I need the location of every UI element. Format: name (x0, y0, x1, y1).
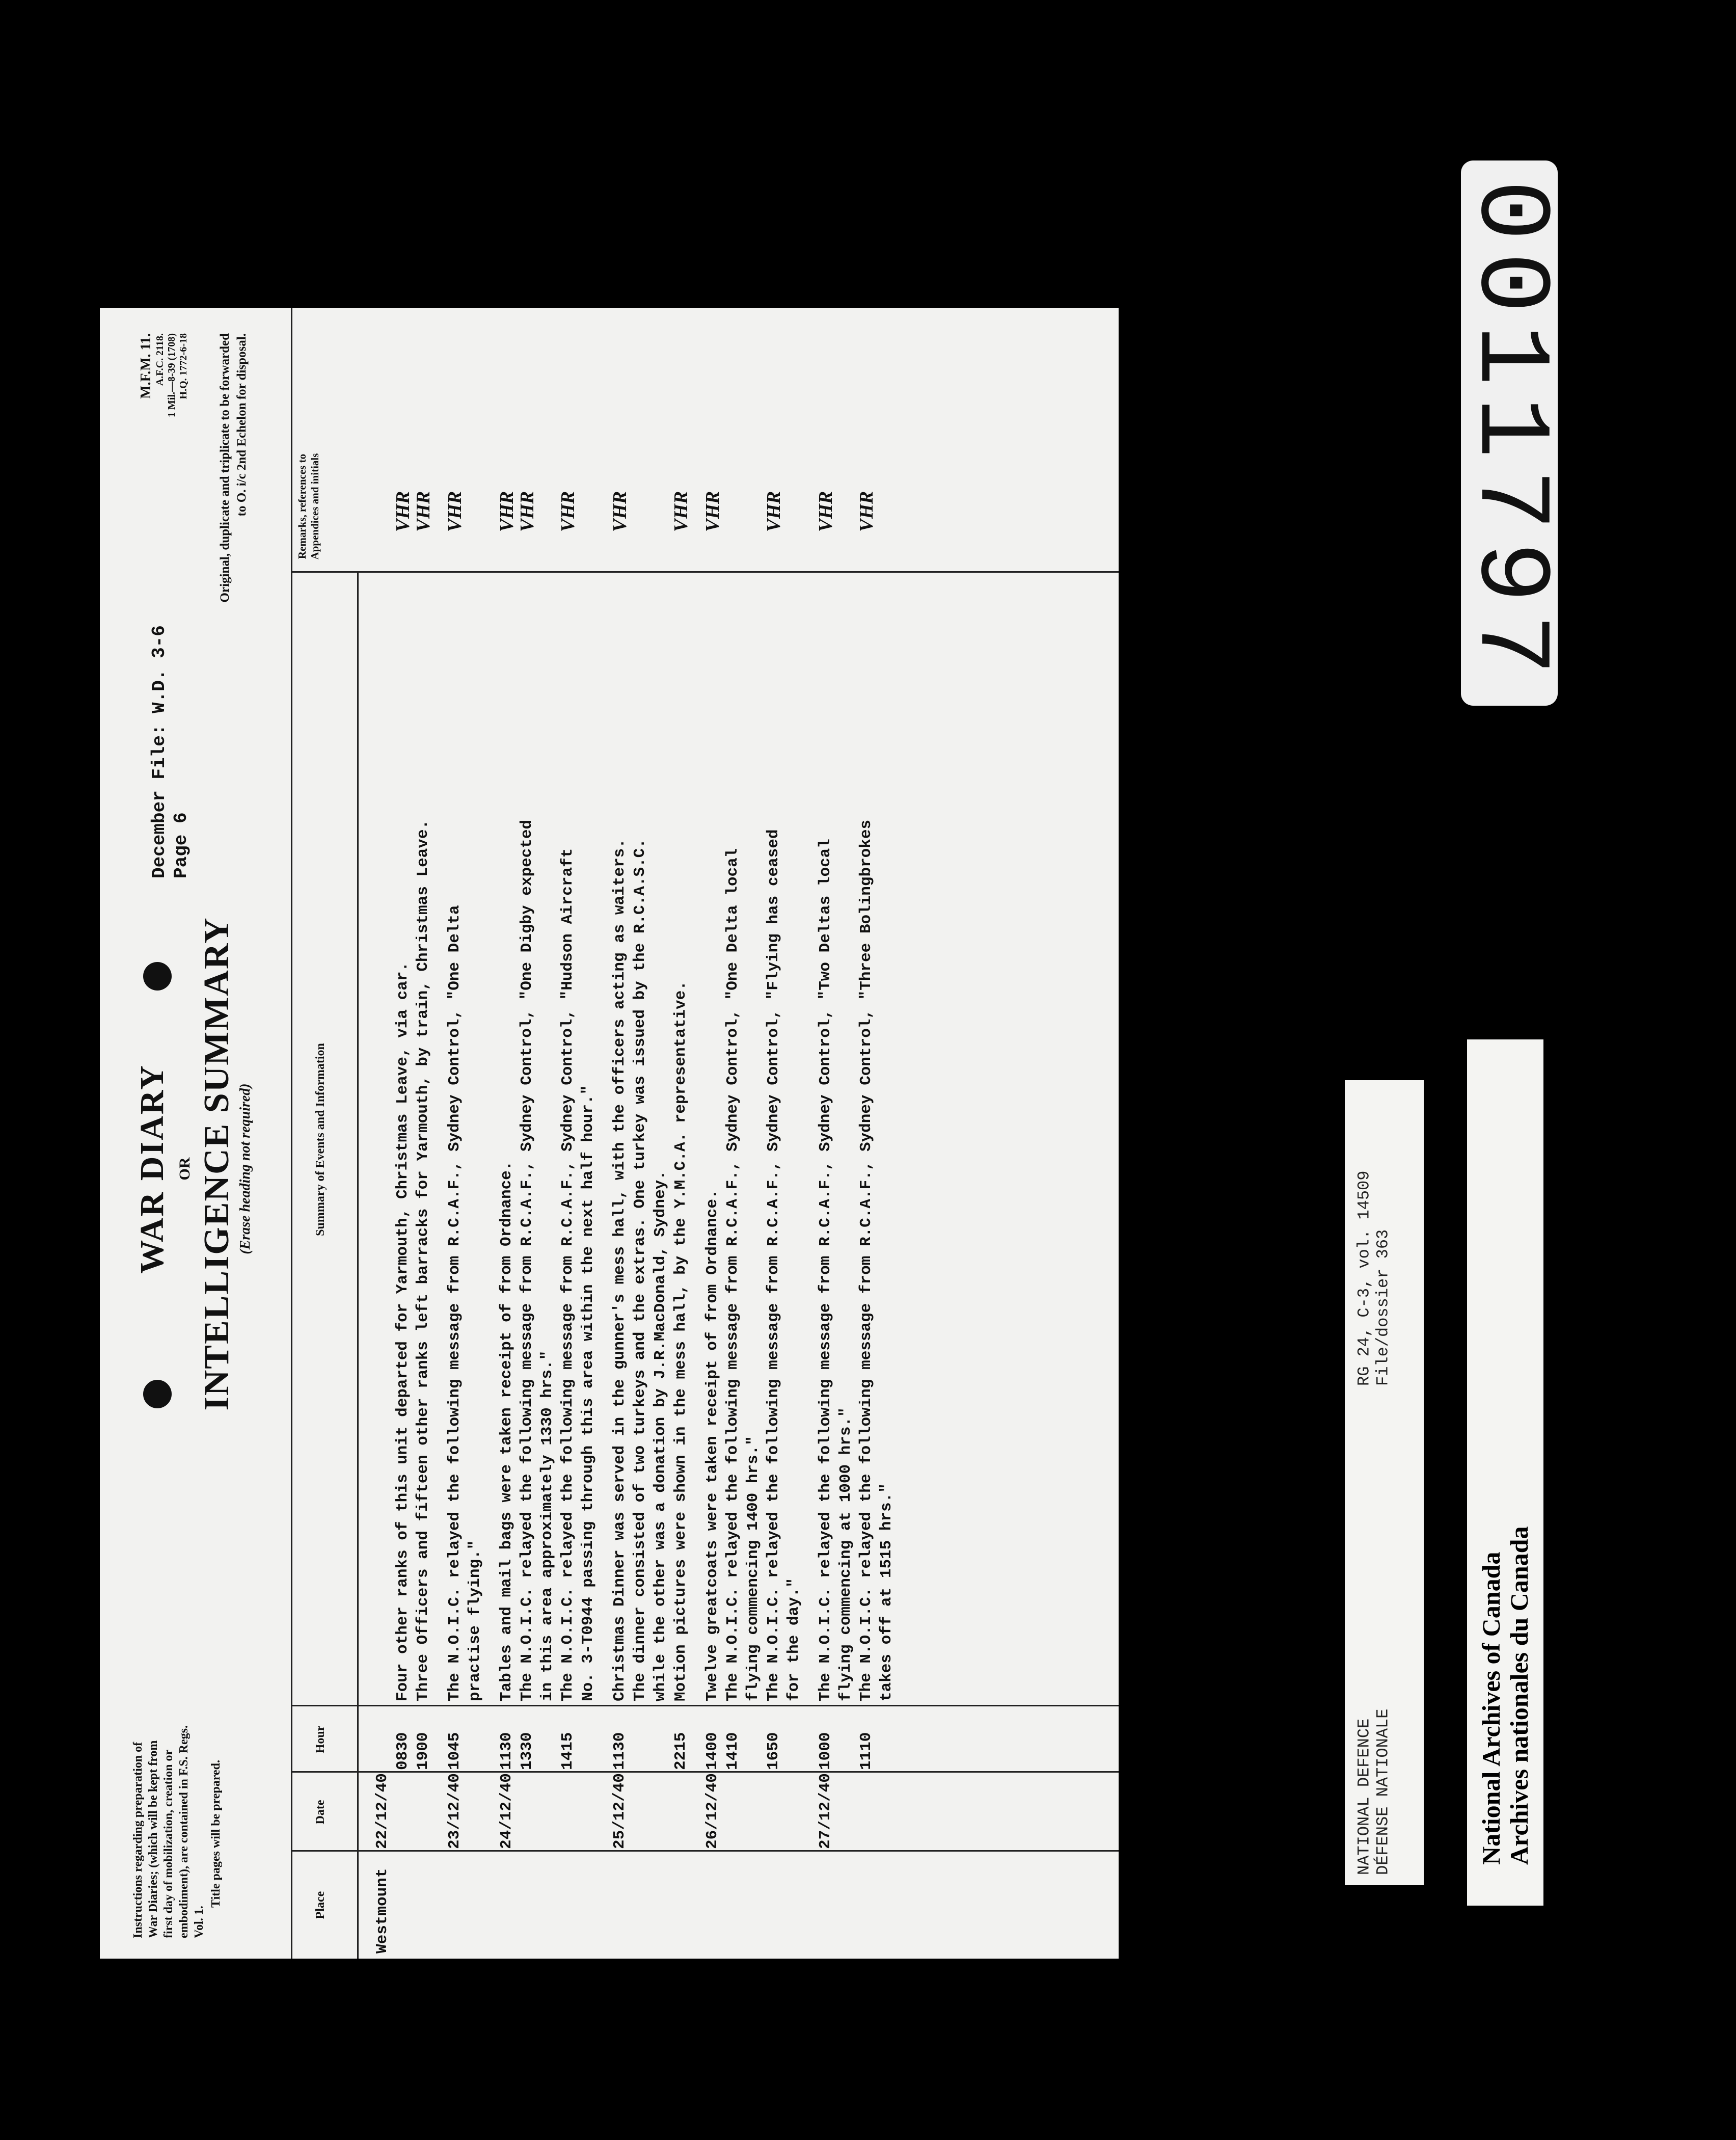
punch-hole-right (143, 962, 172, 991)
document-number: 0011797 (1451, 179, 1567, 687)
disposal-note (217, 333, 250, 751)
record-group-ref (1355, 1171, 1393, 1386)
diary-entry-row (836, 308, 856, 1959)
column-header-remarks: Remarks, references to Appendices and initials (296, 453, 321, 560)
instructions-note: Instructions regarding preparation of War Diaries; (which will be kept from first day of mobilization, creation or embodiment), are contained in F.S. Regs. Vol. 1. (131, 1725, 206, 1938)
entry-hour: 1045 (446, 1732, 464, 1770)
entry-gap (433, 308, 445, 1959)
entry-summary: No. 3-T0944 passing through this area within the next half hour." (579, 1085, 597, 1701)
entry-gap (804, 308, 816, 1959)
entry-hour: 1000 (817, 1732, 834, 1770)
entry-summary: flying commencing at 1000 hrs." (837, 1407, 855, 1701)
diary-entry-row (877, 308, 897, 1959)
entry-hour: 1110 (857, 1732, 875, 1770)
column-header-place: Place (314, 1891, 327, 1919)
entry-hour: 1400 (703, 1732, 721, 1770)
entry-place: Westmount (373, 1868, 391, 1954)
entry-initials: VHR (670, 491, 692, 532)
entry-summary: The N.O.I.C. relayed the following message from R.C.A.F., Sydney Control, "One Delta local (724, 848, 742, 1701)
entry-summary: Three Officers and fifteen other ranks left barracks for Yarmouth, by train, Christmas Leave. (414, 819, 432, 1701)
entry-summary: while the other was a donation by J.R.MacDonald, Sydney. (652, 1170, 669, 1701)
document-number-stamp (1451, 160, 1567, 706)
diary-entry-row (702, 308, 723, 1959)
diary-entries (372, 308, 897, 1959)
punch-hole-left (143, 1380, 172, 1408)
file-ref-line: December File: W.D. 3-6 (149, 625, 170, 878)
diary-entry-row (743, 308, 764, 1959)
title-pages-note: Title pages will be prepared. (209, 1759, 223, 1908)
entry-summary: The dinner consisted of two turkeys and the extras. One turkey was issued by the R.C.A.S.C. (631, 839, 649, 1701)
reference-slip (1345, 1080, 1424, 1885)
entry-summary: practise flying." (466, 1540, 484, 1701)
or-label: OR (176, 1157, 193, 1181)
entry-summary: takes off at 1515 hrs." (878, 1483, 896, 1701)
diary-entry-row (723, 308, 743, 1959)
entry-initials: VHR (557, 491, 579, 532)
entry-summary: The N.O.I.C. relayed the following message from R.C.A.F., Sydney Control, "Flying has ceased (765, 829, 782, 1701)
diary-entry-row (816, 308, 836, 1959)
diary-entry-row (764, 308, 784, 1959)
intelligence-summary-title: INTELLIGENCE SUMMARY (197, 917, 236, 1411)
diary-entry-row (650, 308, 671, 1959)
entry-initials: VHR (815, 491, 836, 532)
disposal-line: Original, duplicate and triplicate to be forwarded (218, 333, 232, 603)
war-diary-sheet-wrapper (100, 308, 1119, 1959)
archive-name-fr: Archives nationales du Canada (1505, 1526, 1533, 1865)
entry-date: 24/12/40 (498, 1773, 516, 1849)
diary-entry-row (610, 308, 630, 1959)
entry-summary: The N.O.I.C. relayed the following message from R.C.A.F., Sydney Control, "One Digby expected (518, 819, 536, 1701)
entry-initials: VHR (856, 491, 877, 532)
diary-entry-row (372, 308, 393, 1959)
entry-initials: VHR (763, 491, 784, 532)
entry-summary: Motion pictures were shown in the mess hall, by the Y.M.C.A. representative. (672, 981, 690, 1701)
entry-hour: 1330 (518, 1732, 536, 1770)
entry-initials: VHR (444, 491, 466, 532)
diary-entry-row (517, 308, 537, 1959)
disposal-line: to O. i/c 2nd Echelon for disposal. (234, 333, 249, 517)
entry-gap (691, 308, 702, 1959)
form-line: H.Q. 1772-6-18 (178, 333, 189, 399)
form-code: M.F.M. 11. (138, 333, 154, 399)
diary-entry-row (630, 308, 650, 1959)
war-diary-sheet (100, 308, 1119, 1959)
entry-initials: VHR (496, 491, 518, 532)
page-number: Page 6 (171, 812, 192, 878)
entry-hour: 0830 (394, 1732, 412, 1770)
entry-gap (485, 308, 497, 1959)
diary-entry-row (393, 308, 413, 1959)
entry-hour: 1130 (498, 1732, 516, 1770)
entry-summary: Christmas Dinner was served in the gunner's mess hall, with the officers acting as waiters. (611, 839, 629, 1701)
archive-name-en: National Archives of Canada (1477, 1552, 1505, 1865)
column-header-date: Date (314, 1800, 327, 1825)
department-name (1355, 1709, 1393, 1875)
department-en: NATIONAL DEFENCE (1354, 1718, 1374, 1875)
entry-initials: VHR (609, 491, 631, 532)
entry-summary: for the day." (785, 1578, 803, 1701)
column-header-hour: Hour (314, 1725, 327, 1754)
war-diary-title: WAR DIARY (133, 1064, 171, 1274)
file-reference (148, 625, 192, 878)
diary-entry-row (497, 308, 517, 1959)
diary-entry-row (578, 308, 599, 1959)
form-code-block (138, 333, 189, 466)
diary-entry-row (465, 308, 485, 1959)
column-header-summary: Summary of Events and Information (314, 1043, 327, 1236)
record-group-line: RG 24, C-3, vol. 14509 (1354, 1170, 1374, 1386)
entry-initials: VHR (392, 491, 414, 532)
diary-entry-row (671, 308, 691, 1959)
erase-heading-note: (Erase heading not required) (237, 1083, 253, 1254)
archive-label-text (1467, 1039, 1543, 1906)
entry-summary: The N.O.I.C. relayed the following message from R.C.A.F., Sydney Control, "Two Deltas local (817, 839, 834, 1701)
table-header-rule (357, 573, 359, 1959)
diary-entry-row (784, 308, 804, 1959)
reference-slip-text (1345, 1080, 1424, 1885)
entry-hour: 2215 (672, 1732, 690, 1770)
entry-date: 26/12/40 (703, 1773, 721, 1849)
entry-hour: 1410 (724, 1732, 742, 1770)
entry-date: 25/12/40 (611, 1773, 629, 1849)
entry-date: 27/12/40 (817, 1773, 834, 1849)
form-line: A.F.C. 2118. (154, 333, 166, 386)
entry-summary: The N.O.I.C. relayed the following message from R.C.A.F., Sydney Control, "Hudson Aircraft (559, 848, 577, 1701)
entry-initials: VHR (413, 491, 434, 532)
entry-initials: VHR (517, 491, 538, 532)
entry-gap (599, 308, 610, 1959)
entry-summary: Four other ranks of this unit departed for Yarmouth, Christmas Leave, via car. (394, 961, 412, 1701)
form-line: 1 Mil.—8-39 (1708) (166, 333, 178, 417)
entry-summary: flying commencing 1400 hrs." (744, 1436, 762, 1701)
entry-summary: in this area approximately 1330 hrs." (538, 1350, 556, 1701)
entry-hour: 1650 (765, 1732, 782, 1770)
entry-date: 22/12/40 (373, 1773, 391, 1849)
entry-summary: Tables and mail bags were taken receipt of from Ordnance. (498, 1161, 516, 1701)
diary-entry-row (445, 308, 465, 1959)
diary-entry-row (413, 308, 433, 1959)
diary-entry-row (537, 308, 558, 1959)
entry-summary: Twelve greatcoats were taken receipt of from Ordnance. (703, 1189, 721, 1701)
entry-hour: 1900 (414, 1732, 432, 1770)
entry-summary: The N.O.I.C. relayed the following message from R.C.A.F., Sydney Control, "Three Bolingbrokes (857, 819, 875, 1701)
entry-date: 23/12/40 (446, 1773, 464, 1849)
entry-summary: The N.O.I.C. relayed the following message from R.C.A.F., Sydney Control, "One Delta (446, 905, 464, 1701)
department-fr: DÉFENSE NATIONALE (1373, 1708, 1393, 1875)
file-dossier-line: File/dossier 363 (1373, 1229, 1393, 1386)
diary-entry-row (856, 308, 877, 1959)
entry-initials: VHR (702, 491, 723, 532)
entry-hour: 1415 (559, 1732, 577, 1770)
entry-hour: 1130 (611, 1732, 629, 1770)
table-top-rule (291, 308, 292, 1959)
diary-entry-row (558, 308, 578, 1959)
archive-label (1467, 1039, 1543, 1906)
